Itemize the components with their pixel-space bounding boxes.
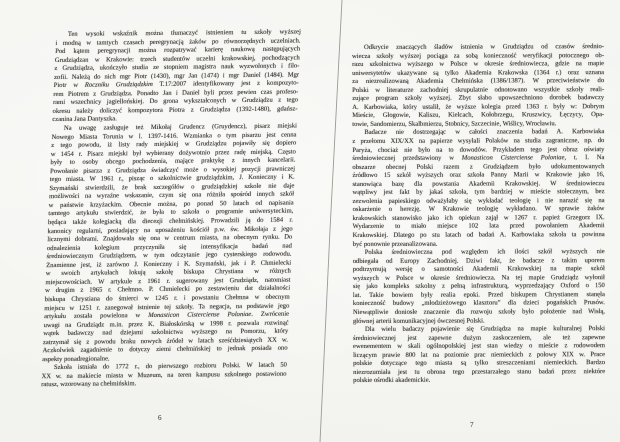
text-line: zujące program szkoły wyższej. Zbyt słabo upowszechniono dorobek badawczy bbox=[352, 94, 605, 103]
text-line: Krakowskiej. Dlatego po stu latach od badań A. Karbowiaka szkoła ta powinna bbox=[352, 231, 605, 240]
text-line: Szkoła istniała do 1772 r., do pierwszego rozbioru Polski. W latach 50 bbox=[53, 361, 288, 372]
text-line: artykułu została powielona w Monasticon Cisterciense Poloniae. Zwrócenie bbox=[43, 310, 290, 321]
text-line: aspekty ponadregionalne. bbox=[42, 355, 110, 363]
text-line: razu szkolnictwa wyższego w Polsce w okresie średniowiecza, gdzie na mapie bbox=[352, 60, 605, 69]
page-6-text-block bbox=[41, 28, 301, 390]
text-line: tamtego artykułu stwierdzić, że była to szkoła o programie uniwersyteckim, bbox=[48, 208, 294, 218]
text-line: oskarżenie o herezję. W Krakowie teologię wykładano. W sprawie żaków bbox=[352, 205, 605, 214]
text-line: niezrozumiała jest tu obrona tego przestarzałego stanu badań przez niektóre bbox=[353, 367, 606, 376]
text-line: średniowiecznej jest zapewne dużym zaskoczeniem, ale też zapewne bbox=[353, 333, 606, 342]
text-line: były to osoby obcego pochodzenia, mające praktykę z innych kancelarii. bbox=[50, 156, 296, 167]
text-line: i modną w tamtych czasach peregrynacją żaków po równorzędnych uczelniach. bbox=[55, 36, 301, 47]
text-line: w swoich artykułach lokują szkołę biskupa Chrystiana w różnych bbox=[45, 267, 291, 278]
text-line: stanowiąca bazę dla powstania Akademii Krakowskiej. W średniowieczu bbox=[352, 179, 605, 188]
text-line: Pod kątem peregrynacji można rozpatrywać karierę naukową następujących bbox=[54, 45, 301, 56]
text-line: wiecza szkoły wyższej pociąga za sobą konieczność weryfikacji potocznego ob- bbox=[352, 51, 605, 60]
text-line: tego miasta. W 1961 r., pisząc o szkolnictwie grudziądzkim, J. Konieczny i K. bbox=[49, 173, 295, 184]
text-line: Dla wielu badaczy pojawienie się Grudziądza na mapie kulturalnej Polski bbox=[364, 325, 606, 334]
text-line: w 1454 r. Pisarz miejski był wybierany dożywotnio przez radę miejską. Często bbox=[50, 148, 296, 158]
text-line: krakowskich stanowisko jako ich opiekun zajął w 1267 r. papież Grzegorz IX. bbox=[352, 214, 605, 222]
text-line: lat. Takie bowiem były realia epoki. Przed biskupem Chrystianem stanęła bbox=[352, 290, 605, 299]
text-line: wyższych w Polsce w okresie średniowiecza. Na tej mapie Grudziądz wyłonił bbox=[352, 273, 605, 282]
text-line: ewenementem w skali ogólnopolskiej jest stan wiedzy o mieście z rodowodem bbox=[353, 342, 606, 351]
text-line: okresu należy doliczyć kompozytora Piotra z Grudziądza (1392-1480), gdańsz- bbox=[52, 105, 298, 115]
text-line: zezwolenia papieskiego odważyłaby się wykładać teologię i nie narazić się na bbox=[352, 196, 605, 205]
text-line: w drugim z 1965 r. Chełmno. P. Chmielecki po zestawieniu dat działalności bbox=[44, 284, 291, 295]
text-line: podtrzymują wersję o samotności Akademii Krakowskiej na mapie szkół bbox=[352, 265, 605, 274]
text-line: za niezrealizowaną Akademia Chełmińska (1386/1387). W przeciwieństwie do bbox=[352, 77, 605, 86]
text-line: konieczność budowy „młodzieżowego klasztoru” dla dzieci pogańskich Prusów. bbox=[352, 299, 605, 308]
text-line: Piotr w Roczniku Grudziądzkim T.17:2007 identyfikowany jest z kompozyto- bbox=[53, 79, 299, 90]
text-line: Mieście, Głogowie, Kaliszu, Kielcach, Kołobrzegu, Kruszwicy, Łęczycy, Opa- bbox=[352, 111, 605, 120]
text-line: źródłowo 15 szkół wyższych oraz szkoła Panny Marii w Krakowie jako 16, bbox=[352, 171, 605, 180]
text-line: Odkrycie znaczących śladów istnienia w Grudziądzu od czasów średnio- bbox=[363, 43, 605, 51]
page-7-text-block bbox=[352, 43, 605, 386]
text-line: odbiegała od Europy Zachodniej. Dziwi fakt, że badacze z takim uporem bbox=[352, 256, 605, 265]
text-line: Wydarzenie to miało miejsce 102 lata przed powołaniem Akademii bbox=[352, 222, 605, 231]
text-line: Ten wysoki wskaźnik można tłumaczyć istnieniem tu szkoły wyższej bbox=[67, 28, 301, 38]
text-line: zatrzymał się z powodu braku nowych źródeł w latach sześćdziesiątych XX w. bbox=[42, 336, 289, 346]
text-line: rem Piotrem z Grudziądza. Ponadto Jan i Daniel byli przez pewien czas profeso- bbox=[53, 88, 299, 98]
text-line: czanina Jana Dantyszka. bbox=[52, 115, 118, 124]
text-line: XX w. na makiecie miasta w Muzeum, na teren kampusu szkolnego postawiono bbox=[41, 370, 287, 381]
page-number-right: 7 bbox=[470, 421, 474, 429]
text-line: z Grudziądza, ukończyło studia ze stopniem magistra nauk wyzwolonych i filo- bbox=[54, 62, 300, 73]
text-line: z tego powodu, iż listy rady miejskiej w Grudziądzu pojawiły się dopiero bbox=[51, 139, 297, 150]
text-line: uwagi na Grudziądz m.in. przez K. Białoskórską w 1998 r. pozwala rozwinąć bbox=[43, 319, 289, 329]
text-line: Polska średniowieczna pod względem ich ilości szkół wyższych nie bbox=[364, 248, 605, 257]
text-line: średniowiecznej przedstawiony w Monasticon Cisterciense Poloniae, t. I. Na bbox=[352, 154, 605, 163]
text-line: Badacze nie dostrzegając w całości znaczenia badań A. Karbowiaka bbox=[364, 128, 605, 137]
text-line: Aczkolwiek zagadnienie to dotyczy ziemi chełmińskiej to jednak posiada ono bbox=[42, 344, 288, 355]
text-line: Grudziądzan w Krakowie: trzech studentów uczelni krakowskiej, pochodzących bbox=[54, 54, 300, 64]
text-line: możliwości na wyraźne wskazanie, czym się ona różniła spośród innych szkół bbox=[48, 190, 295, 201]
text-line: rami wszechnicy jagiellońskiej. Do grona wykształconych w Grudziądzu z tego bbox=[52, 96, 299, 107]
text-line: Powołanie pisarza z Grudziądza świadczyć może o wysokiej pozycji prawniczej bbox=[49, 165, 296, 175]
page-number-left: 6 bbox=[158, 414, 162, 422]
text-line: ratusz, wzorowany na chełmińskim. bbox=[41, 380, 137, 389]
text-line: towie, Sandomierzu, Skalbmierzu, Stobnicy, Szczecinie, Wiślicy, Wrocławiu. bbox=[352, 120, 557, 128]
text-line: z przełomu XIX/XX na papierze wysyłali Polaków na studia zagraniczne, np. do bbox=[352, 137, 605, 146]
text-line: w państwie krzyżackim. Obecnie można, po ponad 50 latach od napisania bbox=[48, 199, 294, 210]
text-line: biskupa Chrystiana do śmierci w 1245 r. i powstaniu Chełmna w obecnym bbox=[44, 293, 290, 304]
text-line: A. Karbowiaka, który ustalił, że wyższe kolegia przed 1363 r. były w: Dobrym bbox=[352, 102, 605, 111]
text-line: Niewątpliwie doniosłe znaczenie dla rozwoju szkoły było położenie nad Wisłą, bbox=[352, 308, 605, 316]
text-line: kanonicy regularni, posiadający na uposażeniu kościół p.w. św. Mikołaja z jego bbox=[47, 225, 293, 235]
text-line: Znamienne jest, iż zarówno J. Konieczny i K. Szymański, jak i P. Chmielecki bbox=[46, 259, 292, 269]
text-line: średniowiecznym Grudziądzem, w tym odczytanie jego cysterskiego rodowodu. bbox=[46, 250, 292, 261]
text-line: Nowego Miasta Torunia w l. 1397-1416. Wzmianka o tym pisarzu jest cenna bbox=[51, 131, 297, 141]
text-line: Polski w literaturze zachodniej skrupulatnie odnotowano wszystkie szkoły reali- bbox=[352, 85, 605, 94]
text-line: wątek badawczy nad dziejami szkolnictwa wyższego na Pomorzu, który bbox=[43, 327, 289, 338]
text-line: się jako kompleks szkolny z pełną infrastrukturą, wyprzedzający Oxford o 150 bbox=[352, 282, 605, 291]
text-line: miejscowościach. W artykule z 1961 r. sugerowany jest Grudziądz, natomiast bbox=[45, 276, 291, 286]
text-line: wątpliwy jest fakt by jakaś szkoła, tym bardziej w mieście stołecznym, bez bbox=[352, 188, 605, 197]
text-line: polskie ośrodki akademickie. bbox=[353, 377, 431, 385]
text-line: zofii. Należą do nich mgr Piotr (1430), mgr Jan (1474) i mgr Daniel (1484). Mgr bbox=[53, 71, 300, 81]
text-line: Na uwagę zasługuje też Mikołaj Grudencz (Gruydencz), pisarz miejski bbox=[63, 122, 298, 132]
text-line: miejscu w 1251 r. zanegował istnienie tej szkoły. Ta negacja, na podstawie jego bbox=[44, 302, 290, 312]
text-line: obszarze obecnej Polski razem z Grudziądzem było udokumentowanych bbox=[352, 162, 605, 171]
text-line: będąca także kolegiacką dla diecezji chełmińskiej. Prowadzili ją do 1584 r. bbox=[47, 216, 294, 227]
text-line: polskie dotyczące tego miasta są tylko streszczeniami niemieckich. Bardzo bbox=[353, 359, 606, 368]
text-line: uniwersytetów ukazywane są tylko Akademia Krakowska (1364 r.) oraz uznana bbox=[352, 68, 605, 77]
text-line: liczącym prawie 800 lat na poziomie prac niemieckich z połowy XIX w. Prace bbox=[353, 350, 606, 359]
text-line: być ponownie przeanalizowana. bbox=[352, 240, 438, 248]
text-line: Paryża, chociaż nie było na to dowodów. Przykładem tego jest obraz oświaty bbox=[352, 145, 605, 154]
text-line: licznymi dobrami. Znajdowała się ona w centrum miasta, na obecnym rynku. Do bbox=[47, 233, 293, 244]
text-line: odnalezienia kolegium przyczyniła się intensyfikacja badań nad bbox=[46, 242, 293, 252]
text-line: głównej arterii komunikacyjnej ówczesnej Polski. bbox=[352, 317, 485, 325]
text-line: Szymański stwierdzili, że brak szczegółów o grudziądzkiej szkole nie daje bbox=[49, 182, 295, 192]
